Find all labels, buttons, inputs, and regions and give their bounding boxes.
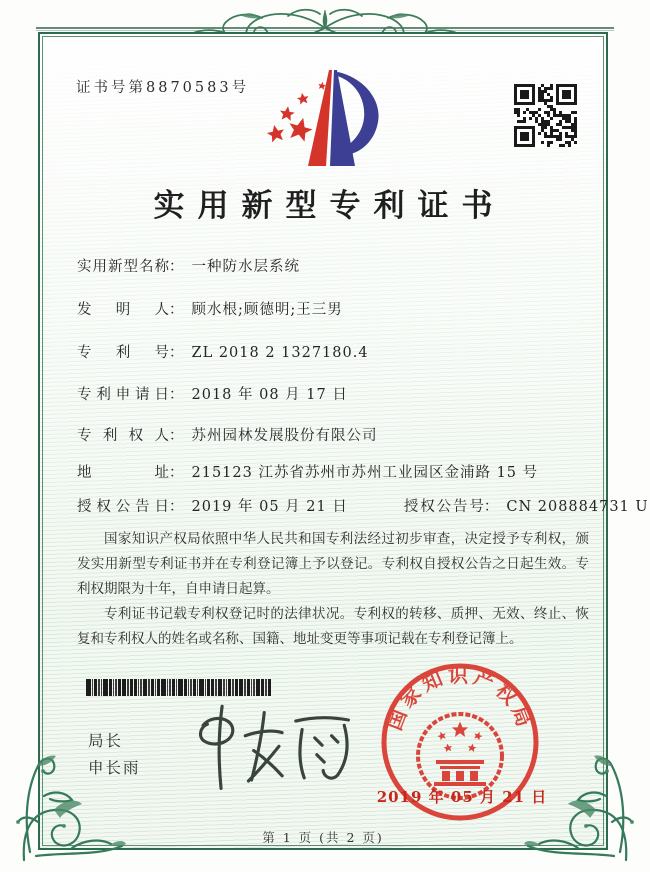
seal-text: 国家知识产权局 xyxy=(381,663,539,734)
field-row-patent-number xyxy=(77,341,577,362)
field-value: 215123 江苏省苏州市苏州工业园区金浦路 15 号 xyxy=(191,465,539,481)
field-row-name xyxy=(77,255,577,276)
colon: ： xyxy=(169,428,184,444)
corner-flourish-right xyxy=(524,752,636,864)
field-label: 专利申请日 xyxy=(77,387,169,403)
field-value: 2018 年 08 月 17 日 xyxy=(191,387,348,403)
legal-text xyxy=(77,527,589,652)
colon: ： xyxy=(169,387,184,403)
field-label: 授权公告日 xyxy=(77,499,169,515)
certificate-frame xyxy=(38,32,649,850)
field-row-address xyxy=(77,461,577,482)
colon: ： xyxy=(169,302,184,318)
certificate-number: 证书号第8870583号 xyxy=(76,80,250,96)
field-value: ZL 2018 2 1327180.4 xyxy=(191,345,369,361)
colon: ： xyxy=(169,259,184,275)
field-row-patentee xyxy=(77,424,577,445)
field-row-grant xyxy=(77,495,649,516)
field-label: 专利权人 xyxy=(77,428,169,444)
field-value: 2019 年 05 月 21 日 xyxy=(191,499,348,515)
corner-flourish-left xyxy=(14,752,126,864)
field-value: 苏州园林发展股份有限公司 xyxy=(191,428,378,444)
field-label: 授权公告号 xyxy=(403,499,484,515)
page-number: 第 1 页 (共 2 页) xyxy=(262,830,384,845)
field-label: 地址 xyxy=(77,465,169,481)
commissioner-signature xyxy=(190,700,370,800)
commissioner-title: 局长 xyxy=(88,732,124,750)
legal-paragraph: 国家知识产权局依照中华人民共和国专利法经过初步审查，决定授予专利权，颁发实用新型专利证书并在专利登记簿上予以登记。专利权自授权公告之日起生效。专利权期限为十年，自申请日起算。 xyxy=(77,531,589,597)
legal-paragraph: 专利证书记载专利权登记时的法律状况。专利权的转移、质押、无效、终止、恢复和专利权人的姓名或名称、国籍、地址变更等事项记载在专利登记簿上。 xyxy=(77,606,589,647)
field-value: 顾水根;顾德明;王三男 xyxy=(191,302,343,318)
field-value: 一种防水层系统 xyxy=(191,259,300,275)
field-row-filing-date xyxy=(77,383,577,404)
qr-code-icon xyxy=(514,84,577,147)
certificate-title: 实用新型专利证书 xyxy=(153,188,506,224)
barcode-icon xyxy=(86,679,272,696)
field-label: 实用新型名称 xyxy=(77,259,169,275)
field-value: CN 208884731 U xyxy=(506,499,649,515)
commissioner-name: 申长雨 xyxy=(88,759,141,777)
colon: ： xyxy=(483,499,499,515)
colon: ： xyxy=(169,499,184,515)
colon: ： xyxy=(169,465,184,481)
cnipa-logo-icon xyxy=(262,64,388,172)
colon: ： xyxy=(169,345,184,361)
field-label: 发明人 xyxy=(77,302,169,318)
seal-date: 2019 年 05 月 21 日 xyxy=(376,788,548,806)
field-row-inventor xyxy=(77,298,577,319)
field-label: 专利号 xyxy=(77,345,169,361)
